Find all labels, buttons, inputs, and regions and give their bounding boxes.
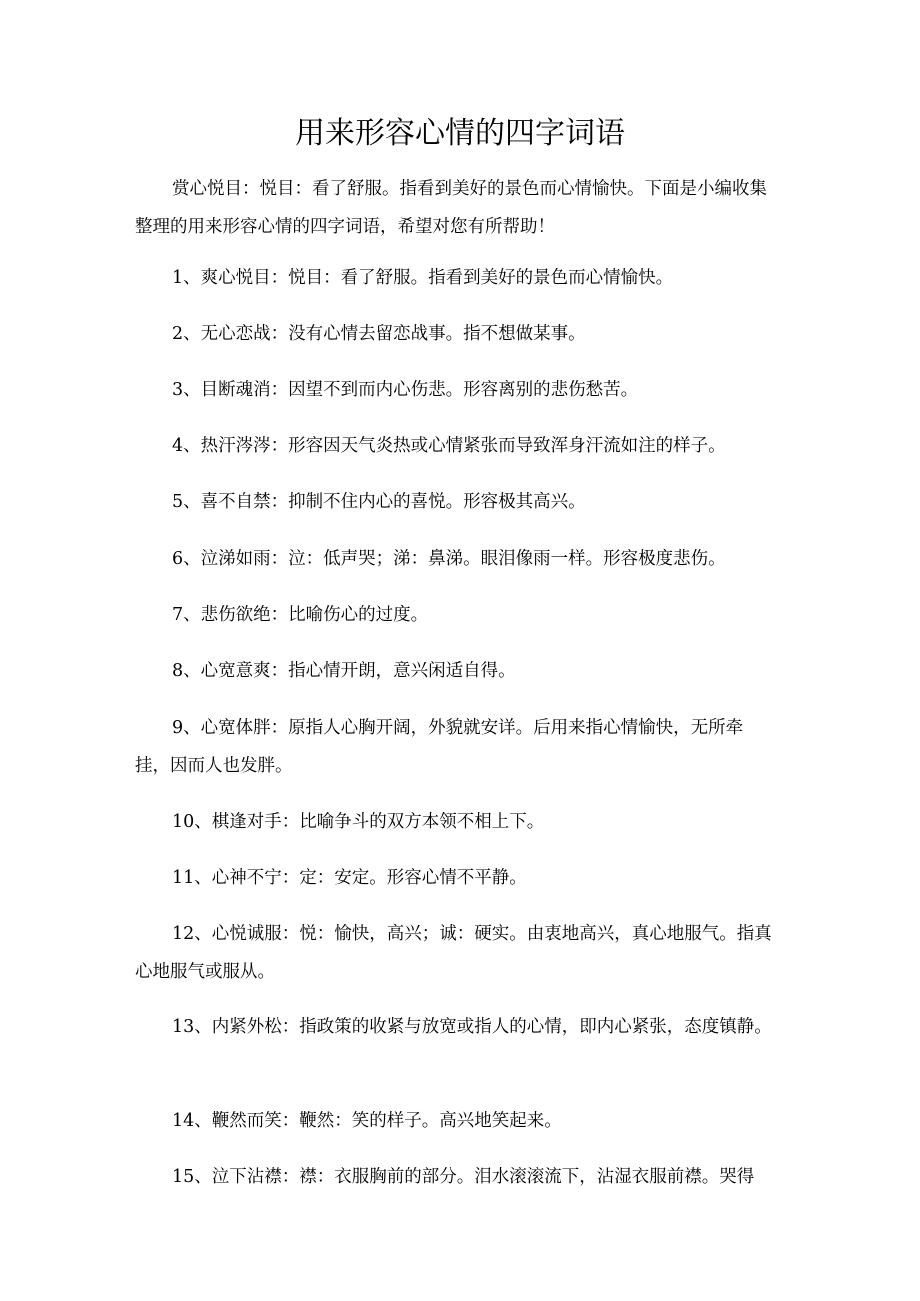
list-item-1: 1、爽心悦目：悦目：看了舒服。指看到美好的景色而心情愉快。 bbox=[172, 268, 674, 288]
list-item-3: 3、目断魂消：因望不到而内心伤悲。形容离别的悲伤愁苦。 bbox=[172, 380, 639, 400]
list-item-8: 8、心宽意爽：指心情开朗，意兴闲适自得。 bbox=[172, 661, 516, 681]
list-item-15: 15、泣下沾襟：襟：衣服胸前的部分。泪水滚滚流下，沾湿衣服前襟。哭得 bbox=[172, 1167, 755, 1187]
document-title: 用来形容心情的四字词语 bbox=[295, 116, 625, 151]
intro-paragraph: 赏心悦目：悦目：看了舒服。指看到美好的景色而心情愉快。下面是小编收集整理的用来形容心情的四字词语，希望对您有所帮助！ bbox=[135, 179, 767, 237]
list-item-6: 6、泣涕如雨：泣：低声哭；涕：鼻涕。眼泪像雨一样。形容极度悲伤。 bbox=[172, 549, 726, 569]
list-item-7: 7、悲伤欲绝：比喻伤心的过度。 bbox=[172, 605, 429, 625]
list-item-5: 5、喜不自禁：抑制不住内心的喜悦。形容极其高兴。 bbox=[172, 492, 586, 512]
list-item-4: 4、热汗涔涔：形容因天气炎热或心情紧张而导致浑身汗流如注的样子。 bbox=[172, 436, 726, 456]
list-item-13: 13、内紧外松：指政策的收紧与放宽或指人的心情，即内心紧张，态度镇静。 bbox=[172, 1017, 772, 1037]
list-item-11: 11、心神不宁：定：安定。形容心情不平静。 bbox=[172, 868, 527, 888]
list-item-12: 12、心悦诚服：悦：愉快，高兴；诚：硬实。由衷地高兴，真心地服气。指真心地服气或服从。 bbox=[135, 924, 772, 982]
list-item-2: 2、无心恋战：没有心情去留恋战事。指不想做某事。 bbox=[172, 324, 586, 344]
list-item-10: 10、棋逢对手：比喻争斗的双方本领不相上下。 bbox=[172, 812, 545, 832]
list-item-14: 14、鞭然而笑：鞭然：笑的样子。高兴地笑起来。 bbox=[172, 1111, 562, 1131]
list-item-9: 9、心宽体胖：原指人心胸开阔，外貌就安详。后用来指心情愉快，无所牵挂，因而人也发胖。 bbox=[135, 718, 744, 776]
